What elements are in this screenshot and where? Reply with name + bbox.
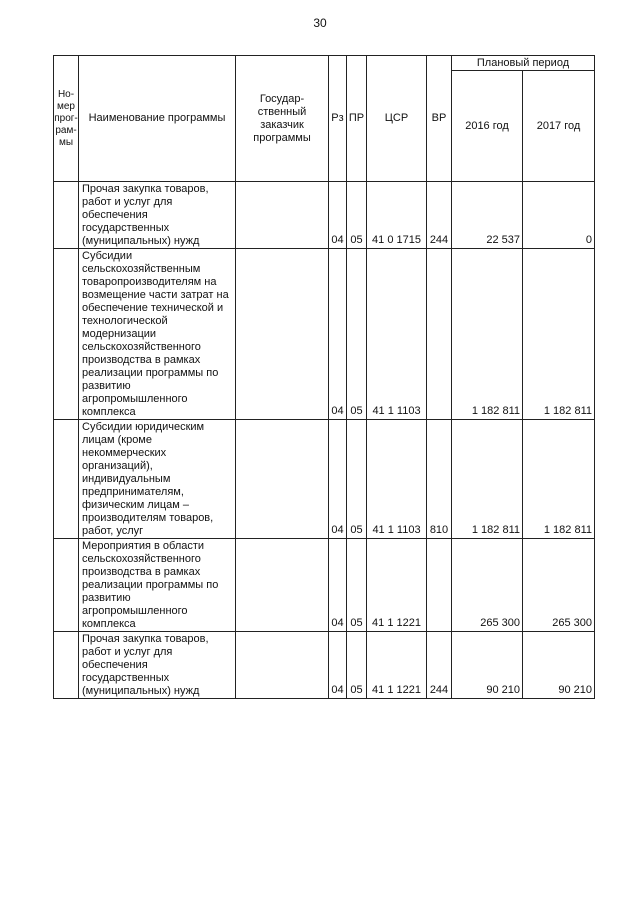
- pr-cell: 05: [347, 420, 367, 539]
- vr-cell: 244: [427, 632, 452, 699]
- pr-cell: 05: [347, 182, 367, 249]
- header-program-name: Наименование программы: [79, 56, 236, 182]
- program-name: Субсидии юридическим лицам (кроме некоммерческих организаций), индивидуальным предпринимателям, физическим лицам – производителям товаров, работ, услуг: [79, 420, 236, 539]
- vr-cell: [427, 539, 452, 632]
- budget-table: [53, 55, 595, 699]
- pr-cell: 05: [347, 632, 367, 699]
- amount-2016: 90 210: [452, 632, 523, 699]
- table-row: [54, 539, 595, 632]
- amount-2016: 1 182 811: [452, 249, 523, 420]
- header-vr: ВР: [427, 56, 452, 182]
- rz-cell: 04: [329, 632, 347, 699]
- vr-cell: 810: [427, 420, 452, 539]
- header-year-2017: 2017 год: [523, 71, 595, 182]
- amount-2017: 90 210: [523, 632, 595, 699]
- rz-cell: 04: [329, 539, 347, 632]
- header-customer: Государ- ственный заказчик программы: [236, 56, 329, 182]
- program-name: Мероприятия в области сельскохозяйственного производства в рамках реализации программы по развитию агропромышленного комплекса: [79, 539, 236, 632]
- csr-cell: 41 1 1221: [367, 632, 427, 699]
- csr-cell: 41 0 1715: [367, 182, 427, 249]
- program-name: Субсидии сельскохозяйственным товаропроизводителям на возмещение части затрат на обеспечение технической и технологической модернизации сельскохозяйственного производства в рамках реализации программы по развитию агропромышленного комплекса: [79, 249, 236, 420]
- rz-cell: 04: [329, 182, 347, 249]
- amount-2017: 1 182 811: [523, 420, 595, 539]
- header-program-number: Но- мер прог- рам- мы: [54, 56, 79, 182]
- header-rz: Рз: [329, 56, 347, 182]
- amount-2017: 265 300: [523, 539, 595, 632]
- vr-cell: [427, 249, 452, 420]
- vr-cell: 244: [427, 182, 452, 249]
- amount-2017: 1 182 811: [523, 249, 595, 420]
- csr-cell: 41 1 1103: [367, 420, 427, 539]
- table-row: [54, 632, 595, 699]
- rz-cell: 04: [329, 249, 347, 420]
- program-name: Прочая закупка товаров, работ и услуг для обеспечения государственных (муниципальных) нужд: [79, 182, 236, 249]
- table-row: [54, 182, 595, 249]
- table-row: [54, 420, 595, 539]
- amount-2016: 22 537: [452, 182, 523, 249]
- pr-cell: 05: [347, 249, 367, 420]
- header-year-2016: 2016 год: [452, 71, 523, 182]
- header-planning-period: Плановый период: [452, 56, 595, 71]
- rz-cell: 04: [329, 420, 347, 539]
- header-csr: ЦСР: [367, 56, 427, 182]
- header-pr: ПР: [347, 56, 367, 182]
- amount-2016: 1 182 811: [452, 420, 523, 539]
- pr-cell: 05: [347, 539, 367, 632]
- amount-2016: 265 300: [452, 539, 523, 632]
- program-name: Прочая закупка товаров, работ и услуг для обеспечения государственных (муниципальных) нужд: [79, 632, 236, 699]
- page-number: 30: [313, 16, 327, 30]
- amount-2017: 0: [523, 182, 595, 249]
- table-row: [54, 249, 595, 420]
- csr-cell: 41 1 1103: [367, 249, 427, 420]
- csr-cell: 41 1 1221: [367, 539, 427, 632]
